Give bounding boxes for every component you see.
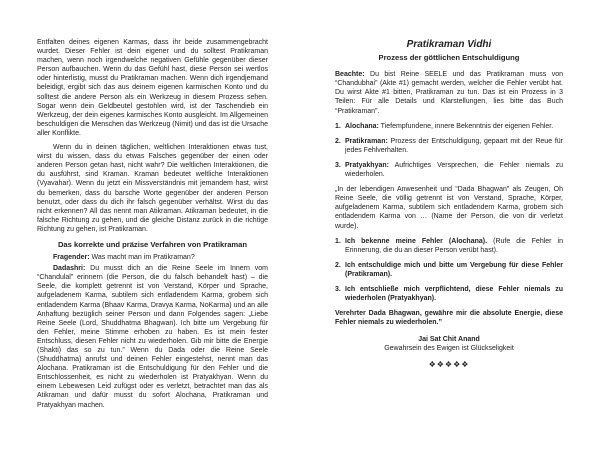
signature-subtitle: Gewahrsein des Ewigen ist Glückseligkeit [384, 345, 514, 353]
step-label: Alochana: [345, 122, 379, 130]
page-subtitle: Prozess der göttlichen Entschuldigung [378, 53, 520, 63]
step-label: Pratyakhyan: [345, 161, 389, 169]
vow-number: 3. [335, 285, 341, 293]
body-paragraph: Entfalten deines eigenen Karmas, dass ihr beide zusammengebracht wurdet. Dieser Fehler ist dein eigener und du solltest Pratikraman machen, wenn noch irgendwelche negativen Gefühle gegenüber dieser Person aufbauchen. Wenn du das Gefühl hast, diese Person sei wertlos oder hinterlistig, musst du Pratikraman machen. Wenn dich irgendjemand beleidigt, ergibt sich das aus deinem eigenen karmischen Konto und du solltest die andere Person als ein Werkzeug in diesem Prozess sehen. Sogar wenn dein Geldbeutel gestohlen wird, ist der Taschendieb ein Werkzeug, der dein eigenes karmisches Konto ausgleicht. Im Allgemeinen beschuldigen die Menschen das Werkzeug (Nimit) und das ist die Ursache aller Konflikte. [37, 39, 268, 137]
note-text: Du bist Reine SEELE und das Pratikraman muss von “Chandubhai” (Akte #1) gemacht werden, welcher die Fehler verübt hat. Du wirst Akte #1 bitten, Pratikraman zu tun. Das ist ein Prozess in 3 Teilen: Für alle Details und Klarstellungen, lies bitte das Buch “Pratikraman”. [335, 71, 563, 115]
vows-list [335, 237, 563, 304]
left-column [37, 38, 268, 410]
vow-number: 2. [335, 261, 341, 269]
speaker-label: Dadashri: [53, 265, 86, 273]
vow-main: Ich bekenne meine Fehler (Alochana). [345, 237, 488, 245]
vow-number: 1. [335, 237, 341, 245]
step-number: 1. [335, 122, 341, 130]
question-paragraph [37, 253, 268, 262]
step-text: Tiefempfundene, innere Bekenntnis der eigenen Fehler. [378, 122, 554, 130]
page-title: Pratikraman Vidhi [406, 39, 492, 50]
question-text: Was macht man im Pratikraman? [89, 254, 195, 262]
vow-item [335, 261, 563, 279]
step-text: Prozess der Entschuldigung, gepaart mit der Reue für jedes Fehlverhalten. [345, 137, 563, 154]
step-number: 3. [335, 161, 341, 169]
vow-main: Ich entschließe mich verpflichtend, diese Fehler niemals zu wiederholen (Pratyakhyan). [345, 285, 563, 303]
step-item [335, 137, 563, 155]
step-item [335, 161, 563, 179]
section-heading: Das korrekte und präzise Verfahren von Pratikraman [57, 239, 248, 249]
speaker-label: Fragender: [53, 254, 90, 262]
answer-text: Du musst dich an die Reine Seele im Innern vom “Chandulal” erinnern (die Person, die du falsch behandelt hast) – die Seele, die komplett getrennt ist von Verstand, Körper und Sprache, aufgeladenem Karma, subtilem sich entladendem Karma, grobem sich entladendem Karma (Bhaav Karma, Dravya Karma, NoKarma) und an alle Anhaftung bezüglich seiner Person und dann Folgendes sagen: „Liebe Reine Seele (Lord, Shuddhatma Bhagwan). Ich bitte um Vergebung für den Fehler, meine Stimme erhoben zu haben. Es ist mein fester Entschluss, diesen Fehler nicht zu wiederholen. Gib mir bitte die Energie (Shakti) das so zu tun.” Wenn du Dada oder die Reine Seele (Shuddhatma) anrufst und deinen Fehler eingestehst, nennt man das Alochana. Pratikraman ist die Entschuldigung für den Fehler und die Entschlossenheit, es nicht zu wiederholen ist Pratyakhyan. Wenn du einem Lebewesen Leid zufügst oder es verletzt, betrachtet man das als Atikraman und dafür musst du sofort Alochana, Pratikraman und Pratyakhyan machen. [37, 265, 268, 409]
vow-rest: (Rufe die Fehler in Erinnerung, die du an dieser Person verübt hast). [345, 237, 563, 254]
vow-item [335, 237, 563, 255]
signature: Jai Sat Chit Anand [418, 336, 480, 344]
body-paragraph: Wenn du in deinen täglichen, weltlichen Interaktionen etwas tust, wirst du wissen, dass du etwas Falsches gegenüber der einen oder anderen Person getan hast, nicht wahr? Die weltlichen Interaktionen, die du ausführst, sind Kraman. Kraman bedeutet weltliche Interaktionen (Vyavahar). Wenn du jetzt ein Missverständnis mit jemandem hast, wirst du bemerken, dass du barsche Worte gegenüber der anderen Person benutzt, oder dass du dich ihr falsch gegenüber verhältst. Wirst du das nicht erkennen? All das nennt man Atikraman. Atikraman bedeutet, in die falsche Richtung zu gehen, und die gleiche Distanz zurück in die richtige Richtung zu gehen, ist Pratikraman. [37, 144, 268, 233]
note-paragraph [335, 70, 563, 115]
vow-main: Ich entschuldige mich und bitte um Vergebung für diese Fehler (Pratikraman). [345, 261, 563, 278]
steps-list [335, 122, 563, 179]
step-item [335, 122, 563, 131]
answer-paragraph [37, 264, 268, 410]
vow-item [335, 285, 563, 303]
note-label: Beachte: [335, 71, 365, 79]
right-column [335, 38, 563, 369]
step-number: 2. [335, 137, 341, 145]
ornament-divider: ❖❖❖❖❖ [428, 359, 470, 369]
step-label: Pratikraman: [345, 137, 388, 145]
quote-paragraph: „In der lebendigen Anwesenheit und “Dada Bhagwan” als Zeugen, Oh Reine Seele, die völlig getrennt ist von Verstand, Sprache, Körper, aufgeladenem Karma, subtilem sich entladendem Karma, grobem sich entladendem Karma von … (Name der Person, die von dir verletzt wurde). [335, 186, 563, 230]
step-text: Aufrichtiges Versprechen, die Fehler niemals zu wiederholen. [345, 161, 563, 179]
closing-paragraph: Verehrter Dada Bhagwan, gewähre mir die absolute Energie, diese Fehler niemals zu wiederholen.” [335, 310, 563, 327]
